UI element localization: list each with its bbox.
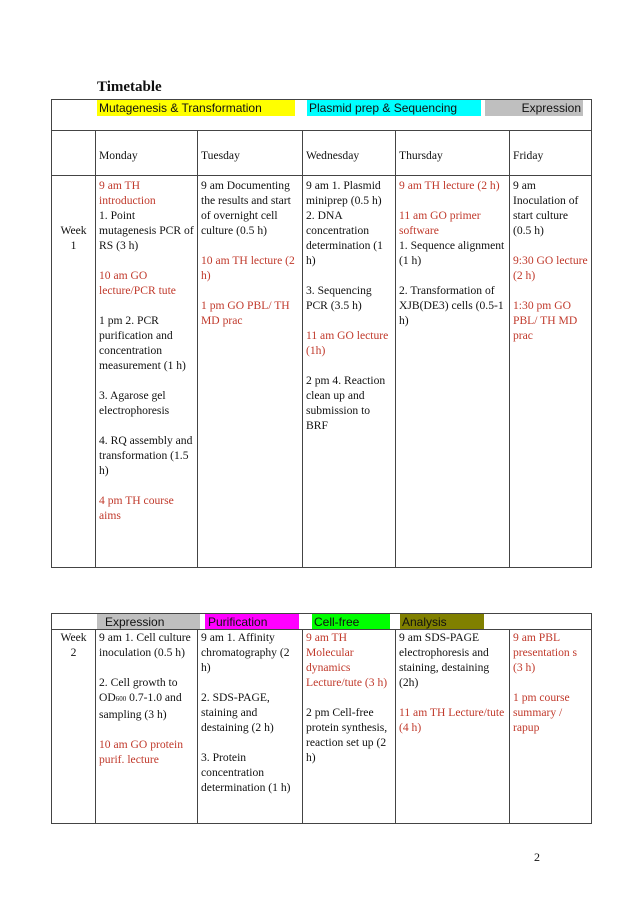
page-title: Timetable [97,79,162,95]
entry: 10 am GO protein purif. lecture [99,738,184,766]
entry: 9 am 1. Plasmid miniprep (0.5 h) [306,179,382,207]
phase-cellfree: Cell-free [312,614,390,630]
week-number: 2 [70,646,77,659]
timetable-week1 [51,99,592,568]
entry: 10 am TH lecture (2 h) [201,254,295,282]
entry: 2. SDS-PAGE, staining and destaining (2 h) [201,691,274,734]
entry: 9 am TH Molecular dynamics Lecture/tute (3 h) [306,631,388,689]
day-tuesday: Tuesday [201,149,240,162]
phase-analysis: Analysis [400,614,484,630]
entry: 9:30 GO lecture (2 h) [513,254,588,282]
day-header-row [52,131,592,176]
entry: 11 am GO lecture (1h) [306,329,389,357]
entry: 9 am PBL presentation s (3 h) [513,631,578,674]
week2-row [52,630,592,824]
entry: 3. Protein concentration determination (1 h) [201,751,291,794]
entry: 2. DNA concentration determination (1 h) [306,209,383,267]
entry: 1 pm 2. PCR purification and concentration measurement (1 h) [99,314,186,372]
entry: 3. Sequencing PCR (3.5 h) [306,284,372,312]
phase-expression: Expression [97,614,200,630]
entry: 4. RQ assembly and transformation (1.5 h) [99,434,193,477]
day-friday: Friday [513,149,544,162]
cell-monday [96,630,197,767]
phase-expression: Expression [485,100,583,116]
cell-monday [96,176,197,523]
cell-wednesday [303,176,395,433]
entry: 9 am Inoculation of start culture (0.5 h) [513,179,579,237]
entry: 1 pm GO PBL/ TH MD prac [201,299,290,327]
week-word: Week [60,224,87,237]
entry: 1. Point mutagenesis PCR of RS (3 h) [99,209,194,252]
week1-row [52,176,592,568]
entry: 9 am SDS-PAGE electrophoresis and staining, destaining (2h) [399,631,490,689]
entry: 1 pm course summary / rapup [513,691,570,734]
entry: 11 am TH Lecture/tute (4 h) [399,706,505,734]
phase-mutagenesis: Mutagenesis & Transformation [97,100,295,116]
entry: 9 am 1. Affinity chromatography (2 h) [201,631,290,674]
phase-row [52,100,592,131]
cell-thursday [396,176,509,328]
entry: 1:30 pm GO PBL/ TH MD prac [513,299,578,342]
week-number: 1 [70,239,77,252]
entry: 9 am 1. Cell culture inoculation (0.5 h) [99,631,191,659]
entry: 2 pm Cell-free protein synthesis, reaction set up (2 h) [306,706,388,764]
entry: 1. Sequence alignment (1 h) [399,239,505,267]
cell-friday [510,176,591,343]
phase-purification: Purification [205,614,299,630]
week-word: Week [60,631,87,644]
entry: 2. Cell growth to OD600 0.7-1.0 and sampling (3 h) [99,676,182,721]
cell-friday [510,630,591,735]
entry: 2. Transformation of XJB(DE3) cells (0.5-1 h) [399,284,504,327]
cell-tuesday [198,630,302,795]
phase-row [52,614,592,630]
page-number: 2 [534,850,540,864]
entry: 9 am TH introduction [99,179,156,207]
entry: 3. Agarose gel electrophoresis [99,389,170,417]
entry: 11 am GO primer software [399,209,481,237]
day-wednesday: Wednesday [306,149,360,162]
cell-wednesday [303,630,395,765]
entry: 4 pm TH course aims [99,494,174,522]
entry: 9 am TH lecture (2 h) [399,179,500,192]
day-monday: Monday [99,149,138,162]
entry: 10 am GO lecture/PCR tute [99,269,176,297]
entry: 2 pm 4. Reaction clean up and submission to BRF [306,374,386,432]
week-label [52,176,95,253]
timetable-week2 [51,613,592,824]
entry: 9 am Documenting the results and start of overnight cell culture (0.5 h) [201,179,291,237]
week-label [52,630,95,660]
phase-plasmid: Plasmid prep & Sequencing [307,100,481,116]
cell-tuesday [198,176,302,328]
day-thursday: Thursday [399,149,443,162]
cell-thursday [396,630,509,735]
